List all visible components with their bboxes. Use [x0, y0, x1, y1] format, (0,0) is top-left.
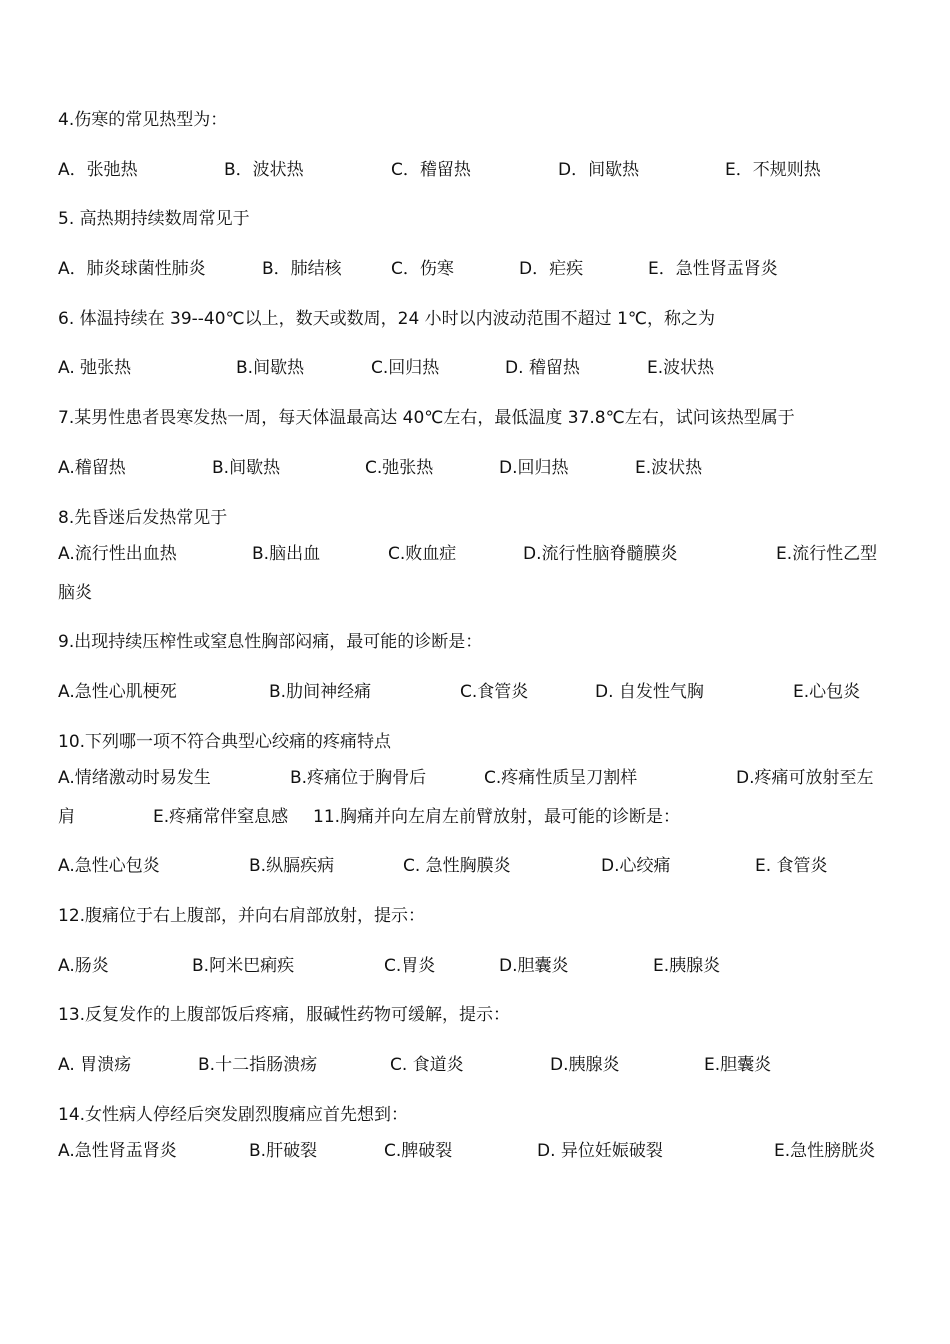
q10-option-d: D.疼痛可放射至左 — [736, 768, 874, 788]
q8-option-e: E.流行性乙型 — [776, 544, 878, 564]
q14-option-e: E.急性膀胱炎 — [774, 1141, 876, 1161]
q7-option-e: E.波状热 — [635, 458, 703, 478]
q11-option-a: A.急性心包炎 — [58, 856, 160, 876]
q10-option-e: E.疼痛常伴窒息感 — [153, 807, 289, 827]
q6-option-e: E.波状热 — [647, 358, 715, 378]
q11-option-b: B.纵膈疾病 — [249, 856, 335, 876]
q5-option-c: C．伤寒 — [391, 259, 454, 279]
q12-option-e: E.胰腺炎 — [653, 956, 721, 976]
question-13-stem: 13.反复发作的上腹部饭后疼痛，服碱性药物可缓解，提示： — [58, 1005, 511, 1025]
q14-option-b: B.肝破裂 — [249, 1141, 318, 1161]
q12-option-d: D.胆囊炎 — [499, 956, 569, 976]
q7-option-c: C.弛张热 — [365, 458, 434, 478]
q13-option-d: D.胰腺炎 — [550, 1055, 620, 1075]
q9-option-e: E.心包炎 — [793, 682, 861, 702]
q9-option-c: C.食管炎 — [460, 682, 529, 702]
q8-option-a: A.流行性出血热 — [58, 544, 177, 564]
q10-option-d-continued: 肩 — [58, 807, 75, 827]
q4-option-e: E．不规则热 — [725, 160, 821, 180]
q12-option-c: C.胃炎 — [384, 956, 436, 976]
question-4-stem: 4.伤寒的常见热型为： — [58, 110, 228, 130]
question-14-stem: 14.女性病人停经后突发剧烈腹痛应首先想到： — [58, 1105, 409, 1125]
question-11-stem: 11.胸痛并向左肩左前臂放射，最可能的诊断是： — [313, 807, 681, 827]
q14-option-c: C.脾破裂 — [384, 1141, 453, 1161]
q8-option-c: C.败血症 — [388, 544, 457, 564]
q12-option-a: A.肠炎 — [58, 956, 109, 976]
q10-option-c: C.疼痛性质呈刀割样 — [484, 768, 638, 788]
q9-option-d: D. 自发性气胸 — [595, 682, 704, 702]
q11-option-e: E. 食管炎 — [755, 856, 828, 876]
q5-option-e: E．急性肾盂肾炎 — [648, 259, 778, 279]
q5-option-d: D．疟疾 — [519, 259, 584, 279]
q14-option-d: D. 异位妊娠破裂 — [537, 1141, 663, 1161]
q6-option-d: D. 稽留热 — [505, 358, 580, 378]
q13-option-e: E.胆囊炎 — [704, 1055, 772, 1075]
q8-option-e-continued: 脑炎 — [58, 583, 92, 603]
question-8-stem: 8.先昏迷后发热常见于 — [58, 508, 228, 528]
q12-option-b: B.阿米巴痢疾 — [192, 956, 295, 976]
q8-option-b: B.脑出血 — [252, 544, 321, 564]
question-10-stem: 10.下列哪一项不符合典型心绞痛的疼痛特点 — [58, 732, 392, 752]
q4-option-c: C．稽留热 — [391, 160, 471, 180]
q6-option-c: C.回归热 — [371, 358, 440, 378]
q5-option-a: A．肺炎球菌性肺炎 — [58, 259, 206, 279]
q6-option-b: B.间歇热 — [236, 358, 305, 378]
q13-option-b: B.十二指肠溃疡 — [198, 1055, 318, 1075]
q5-option-b: B．肺结核 — [262, 259, 342, 279]
q14-option-a: A.急性肾盂肾炎 — [58, 1141, 177, 1161]
q7-option-a: A.稽留热 — [58, 458, 126, 478]
q4-option-b: B．波状热 — [224, 160, 304, 180]
question-5-stem: 5. 高热期持续数周常见于 — [58, 209, 250, 229]
q10-option-a: A.情绪激动时易发生 — [58, 768, 211, 788]
q6-option-a: A. 弛张热 — [58, 358, 132, 378]
q4-option-d: D．间歇热 — [558, 160, 640, 180]
q9-option-a: A.急性心肌梗死 — [58, 682, 177, 702]
q13-option-c: C. 食道炎 — [390, 1055, 464, 1075]
q9-option-b: B.肋间神经痛 — [269, 682, 372, 702]
question-12-stem: 12.腹痛位于右上腹部，并向右肩部放射，提示： — [58, 906, 426, 926]
q7-option-d: D.回归热 — [499, 458, 569, 478]
q10-option-b: B.疼痛位于胸骨后 — [290, 768, 427, 788]
q4-option-a: A．张弛热 — [58, 160, 138, 180]
q13-option-a: A. 胃溃疡 — [58, 1055, 132, 1075]
q11-option-d: D.心绞痛 — [601, 856, 671, 876]
q11-option-c: C. 急性胸膜炎 — [403, 856, 511, 876]
question-6-stem: 6. 体温持续在 39--40℃以上，数天或数周，24 小时以内波动范围不超过 1℃，称之为 — [58, 309, 715, 329]
q8-option-d: D.流行性脑脊髓膜炎 — [523, 544, 678, 564]
question-9-stem: 9.出现持续压榨性或窒息性胸部闷痛，最可能的诊断是： — [58, 632, 483, 652]
q7-option-b: B.间歇热 — [212, 458, 281, 478]
question-7-stem: 7.某男性患者畏寒发热一周，每天体温最高达 40℃左右，最低温度 37.8℃左右，试问该热型属于 — [58, 408, 795, 428]
